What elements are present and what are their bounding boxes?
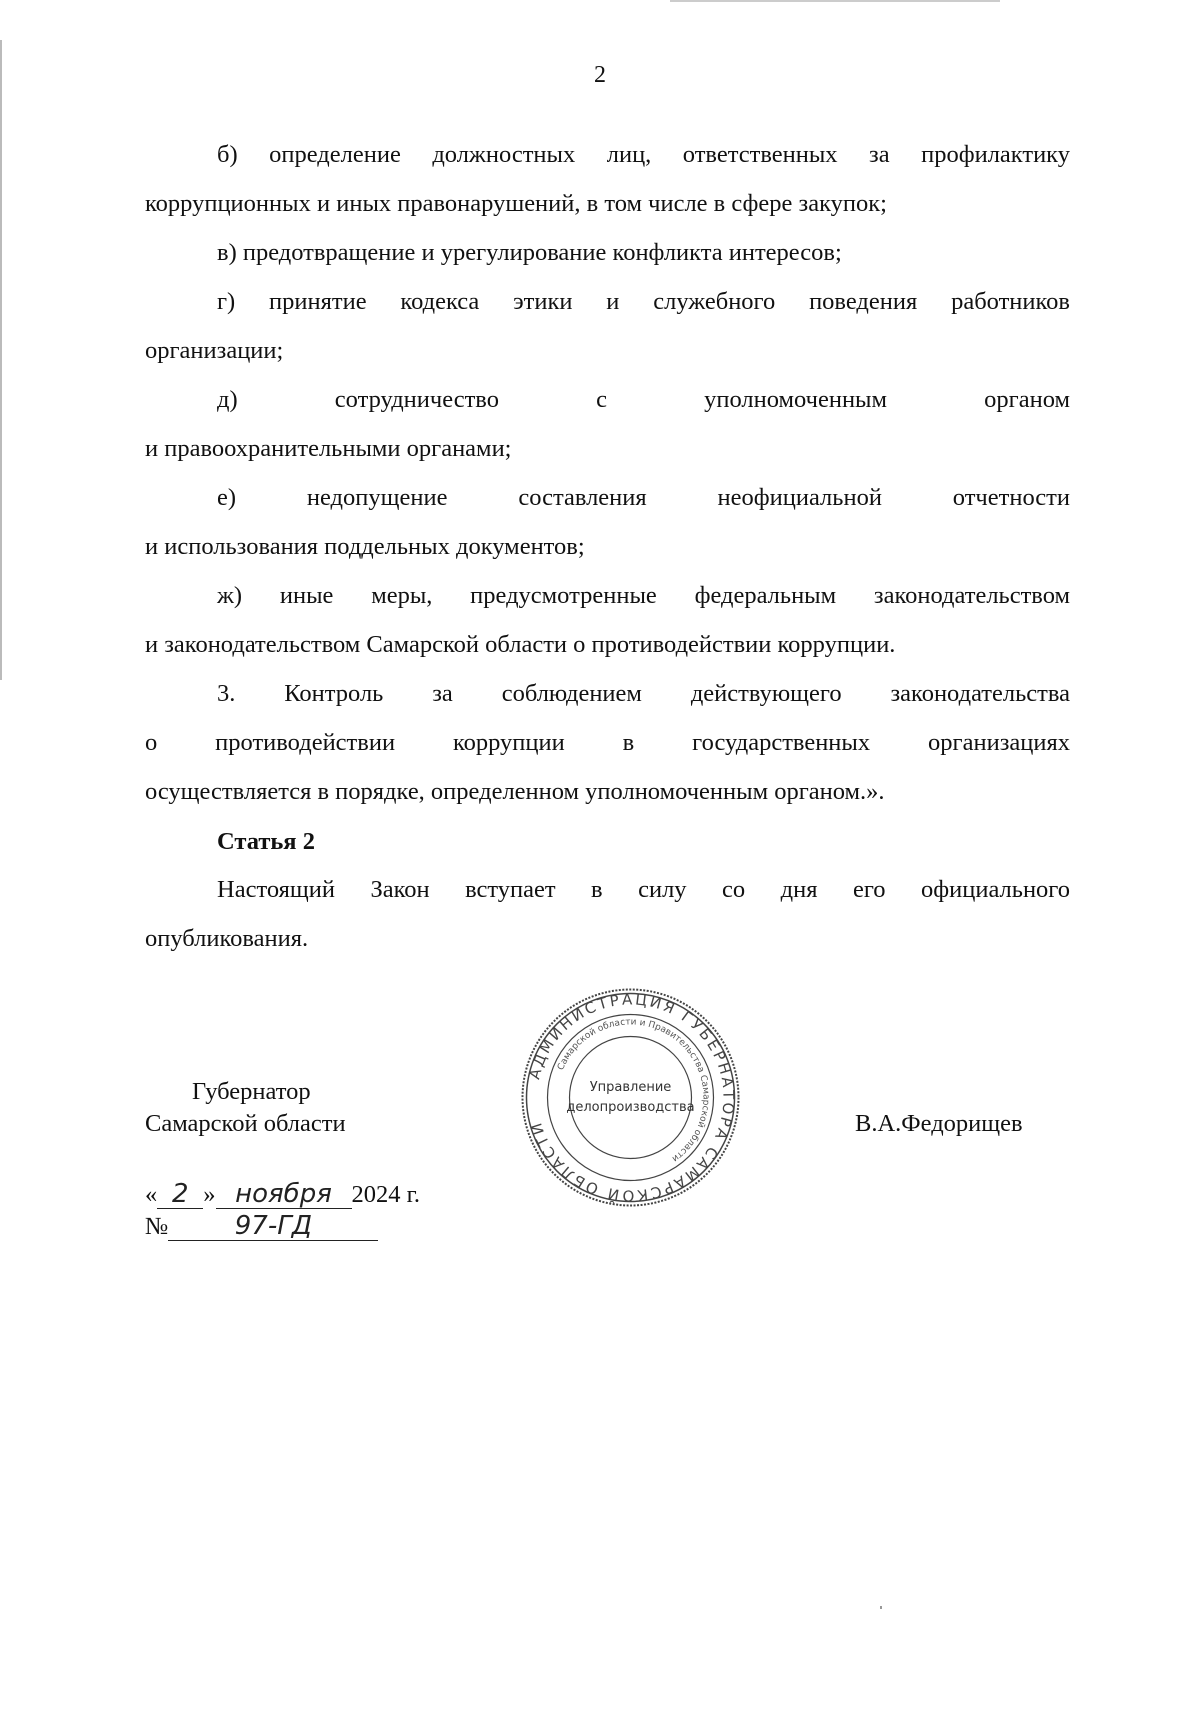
date-year: 2024 г.: [351, 1181, 421, 1208]
paragraph-3: [145, 669, 1070, 816]
number-sign: №: [145, 1213, 169, 1240]
article-2-heading: Статья 2: [217, 828, 315, 855]
paragraph-b-line-2: коррупционных и иных правонарушений, в том числе в сфере закупок;: [145, 190, 887, 217]
article-2-text-line-2: опубликования.: [145, 925, 309, 952]
seal-outer-text-path: АДМИНИСТРАЦИЯ ГУБЕРНАТОРА САМАРСКОЙ ОБЛАСТИ: [525, 990, 738, 1205]
paragraph-3-line-3: осуществляется в порядке, определенном уполномоченным органом.».: [145, 778, 885, 805]
paragraph-g-line-1: г) принятие кодекса этики и служебного поведения работников: [217, 288, 1070, 315]
date-line: [145, 1180, 420, 1209]
date-month: ноября: [216, 1180, 352, 1209]
paragraph-b-line-1: б) определение должностных лиц, ответственных за профилактику: [217, 141, 1070, 168]
paragraph-g-line-2: организации;: [145, 337, 284, 364]
paragraph-3-line-1: 3. Контроль за соблюдением действующего законодательства: [217, 680, 1070, 707]
article-2-text-line-1: Настоящий Закон вступает в силу со дня его официального: [217, 876, 1070, 903]
scan-top-mark: [670, 0, 1000, 2]
official-seal: [518, 985, 743, 1210]
date-open-quote: «: [145, 1181, 158, 1208]
paragraph-e-line-1: е) недопущение составления неофициальной отчетности: [217, 484, 1070, 511]
paragraph-d-line-2: и правоохранительными органами;: [145, 435, 512, 462]
scan-edge-mark: [0, 40, 2, 680]
seal-inner-text-path: Самарской области и Правительства Самарской области: [556, 1017, 711, 1164]
paragraph-zh: [145, 571, 1070, 669]
signatory-title-line-1: Губернатор: [192, 1078, 311, 1105]
paragraph-d-line-1: д) сотрудничество с уполномоченным органом: [217, 386, 1070, 413]
paragraph-e: [145, 473, 1070, 571]
signatory-title-line-2: Самарской области: [145, 1110, 346, 1137]
number-value: 97-ГД: [168, 1212, 378, 1241]
paragraph-zh-line-1: ж) иные меры, предусмотренные федеральным законодательством: [217, 582, 1070, 609]
paragraph-v: [145, 228, 1070, 277]
paragraph-zh-line-2: и законодательством Самарской области о противодействии коррупции.: [145, 631, 896, 658]
signatory-title: [145, 1076, 346, 1140]
paragraph-b: [145, 130, 1070, 228]
paragraph-3-line-2: о противодействии коррупции в государственных организациях: [145, 729, 1070, 756]
seal-center-line-2: делопроизводства: [566, 1100, 695, 1115]
scan-dot-mark: [880, 1606, 882, 1609]
paragraph-d: [145, 375, 1070, 473]
paragraph-v-line-1: в) предотвращение и урегулирование конфликта интересов;: [217, 239, 842, 266]
page-number: 2: [594, 62, 606, 88]
paragraph-g: [145, 277, 1070, 375]
date-close-quote: »: [203, 1181, 216, 1208]
article-2-text: [145, 865, 1070, 963]
signatory-name: В.А.Федорищев: [855, 1110, 1023, 1137]
date-day: 2: [157, 1180, 203, 1209]
seal-center-line-1: Управление: [589, 1080, 672, 1095]
number-line: [145, 1212, 378, 1241]
paragraph-e-line-2: и использования поддельных документов;: [145, 533, 585, 560]
